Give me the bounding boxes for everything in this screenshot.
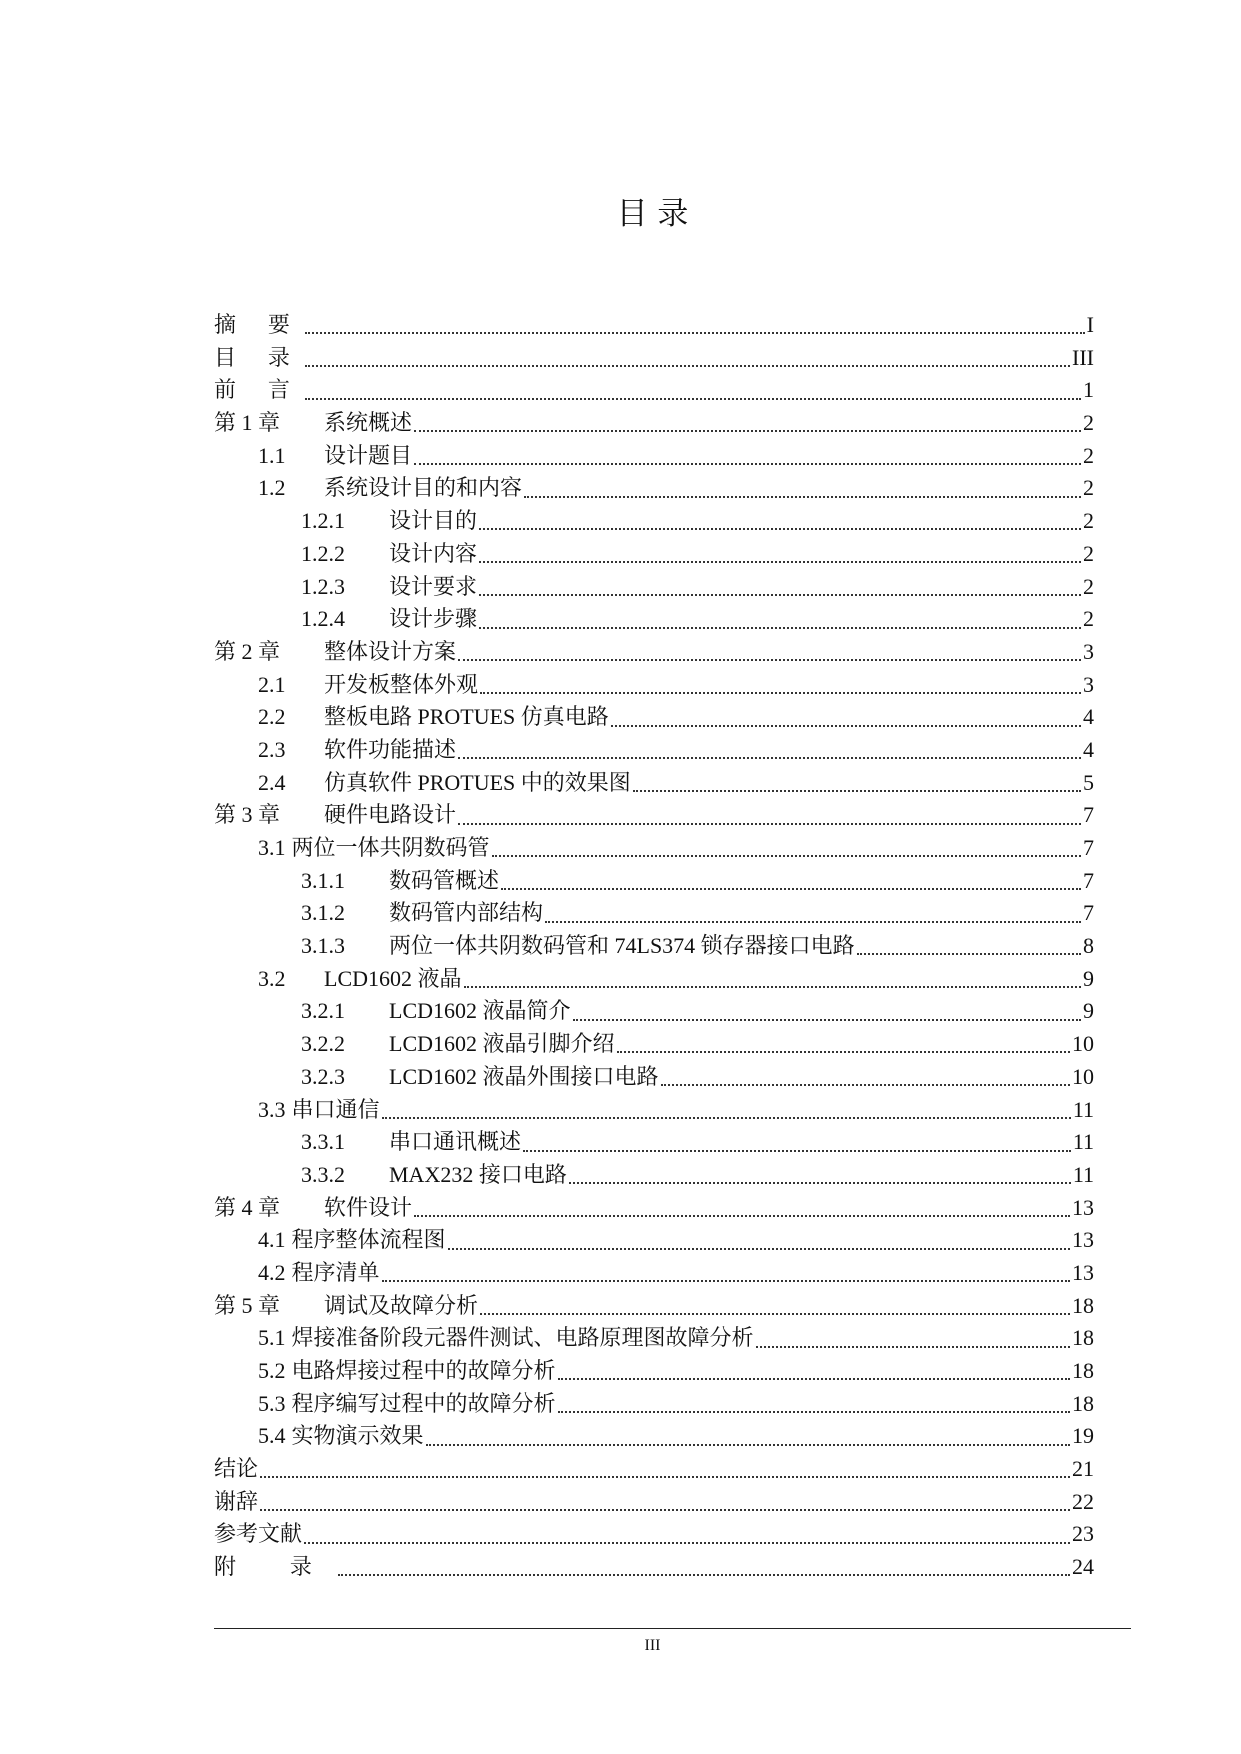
toc-entry-number: 1.2.3: [301, 573, 345, 599]
table-of-contents: [214, 309, 1094, 1584]
toc-entry-number: 5.1: [258, 1325, 286, 1351]
toc-entry-number: 4.1: [258, 1227, 286, 1253]
toc-entry-label: 数码管内部结构: [389, 900, 544, 926]
toc-entry-label: 软件功能描述: [324, 736, 457, 762]
toc-entry-page: 7: [1083, 802, 1094, 828]
toc-entry-page: 13: [1072, 1227, 1094, 1253]
toc-entry-label: 结论: [214, 1456, 259, 1482]
toc-entry-page: 2: [1083, 540, 1094, 566]
toc-entry-number: 3.3.1: [301, 1129, 345, 1155]
toc-dot-leader: [464, 986, 1081, 988]
toc-entry-page: 9: [1083, 998, 1094, 1024]
toc-entry-number: 3.1.3: [301, 933, 345, 959]
toc-entry[interactable]: [214, 1551, 1094, 1584]
toc-entry-number: 3.3: [258, 1096, 286, 1122]
toc-entry-number: 5.4: [258, 1423, 286, 1449]
toc-entry-number: 2.3: [258, 736, 286, 762]
toc-entry-label: LCD1602 液晶简介: [389, 998, 571, 1024]
toc-entry-page: 2: [1083, 573, 1094, 599]
toc-entry-label: 参考文献: [214, 1521, 303, 1547]
toc-entry-label: 设计要求: [389, 573, 478, 599]
toc-entry-number: 2.1: [258, 671, 286, 697]
toc-entry-number: 第 5 章: [214, 1292, 281, 1318]
toc-entry[interactable]: [214, 1061, 1094, 1094]
toc-entry-label: 整体设计方案: [324, 638, 457, 664]
toc-entry-page: 5: [1083, 769, 1094, 795]
toc-entry-label: 设计步骤: [389, 606, 478, 632]
toc-dot-leader: [569, 1182, 1071, 1184]
toc-entry-number: 2.4: [258, 769, 286, 795]
toc-dot-leader: [501, 888, 1081, 890]
toc-title: 目 录: [616, 196, 689, 232]
toc-entry-label: 目 录: [214, 344, 304, 370]
toc-entry[interactable]: [214, 472, 1094, 505]
toc-dot-leader: [305, 365, 1070, 367]
toc-entry[interactable]: [214, 1518, 1094, 1551]
toc-entry-label: 系统概述: [324, 410, 413, 436]
toc-entry-page: 4: [1083, 704, 1094, 730]
toc-entry[interactable]: [214, 1192, 1094, 1225]
toc-entry-number: 2.2: [258, 704, 286, 730]
toc-dot-leader: [304, 1542, 1070, 1544]
toc-dot-leader: [857, 953, 1081, 955]
toc-entry-label: 硬件电路设计: [324, 802, 457, 828]
toc-entry-page: 13: [1072, 1194, 1094, 1220]
toc-entry[interactable]: [214, 1420, 1094, 1453]
toc-entry-page: 7: [1083, 867, 1094, 893]
toc-dot-leader: [305, 332, 1085, 334]
footer-page-number: III: [644, 1637, 661, 1654]
toc-dot-leader: [338, 1574, 1070, 1576]
toc-entry-page: 7: [1083, 835, 1094, 860]
toc-entry-label: LCD1602 液晶: [324, 965, 462, 991]
toc-entry-page: 18: [1072, 1325, 1094, 1351]
toc-entry[interactable]: [214, 865, 1094, 898]
toc-entry-label: 串口通讯概述: [389, 1129, 522, 1155]
toc-entry-page: 1: [1083, 377, 1094, 403]
toc-entry[interactable]: [214, 603, 1094, 636]
toc-entry[interactable]: [214, 995, 1094, 1028]
toc-entry[interactable]: [214, 1486, 1094, 1519]
toc-entry-number: 3.2: [258, 965, 286, 991]
toc-entry[interactable]: [214, 1290, 1094, 1323]
toc-dot-leader: [458, 757, 1081, 759]
toc-dot-leader: [382, 1280, 1070, 1282]
toc-entry-page: 13: [1072, 1259, 1094, 1285]
toc-dot-leader: [458, 659, 1081, 661]
toc-dot-leader: [558, 1411, 1070, 1413]
toc-entry[interactable]: [214, 1126, 1094, 1159]
toc-entry-page: 10: [1072, 1031, 1094, 1057]
toc-dot-leader: [633, 790, 1081, 792]
toc-entry-label: 设计内容: [389, 540, 478, 566]
toc-entry-label: 整板电路 PROTUES 仿真电路: [324, 704, 609, 730]
toc-entry-label: LCD1602 液晶引脚介绍: [389, 1031, 615, 1057]
toc-entry-label: 两位一体共阴数码管和 74LS374 锁存器接口电路: [389, 933, 855, 959]
toc-entry-page: 18: [1072, 1358, 1094, 1383]
toc-entry[interactable]: [214, 799, 1094, 832]
toc-entry-page: 23: [1072, 1521, 1094, 1547]
toc-entry-page: 2: [1083, 410, 1094, 436]
toc-dot-leader: [414, 1215, 1070, 1217]
toc-entry-page: 11: [1072, 1161, 1094, 1187]
toc-entry[interactable]: [214, 734, 1094, 767]
toc-entry-page: 3: [1083, 671, 1094, 697]
toc-entry-number: 3.1.2: [301, 900, 345, 926]
toc-dot-leader: [558, 1378, 1070, 1380]
toc-entry-number: 3.3.2: [301, 1161, 345, 1187]
toc-dot-leader: [756, 1346, 1070, 1348]
toc-entry-number: 1.2.1: [301, 508, 345, 534]
toc-dot-leader: [426, 1444, 1070, 1446]
toc-entry[interactable]: [214, 963, 1094, 996]
toc-entry-label: 程序编写过程中的故障分析: [291, 1390, 556, 1416]
toc-entry-label: 实物演示效果: [291, 1423, 424, 1449]
toc-dot-leader: [545, 921, 1081, 923]
toc-entry-number: 第 1 章: [214, 410, 281, 436]
toc-entry[interactable]: [214, 669, 1094, 702]
toc-dot-leader: [573, 1019, 1081, 1021]
toc-entry-page: 2: [1083, 606, 1094, 632]
toc-entry-page: 24: [1072, 1554, 1094, 1580]
toc-entry-number: 3.1: [258, 835, 286, 860]
toc-dot-leader: [479, 627, 1081, 629]
toc-entry-page: 4: [1083, 736, 1094, 762]
toc-entry[interactable]: [214, 505, 1094, 538]
toc-entry-label: 附 录: [214, 1554, 337, 1580]
toc-entry-page: 9: [1083, 965, 1094, 991]
toc-dot-leader: [260, 1476, 1070, 1478]
toc-dot-leader: [523, 1150, 1071, 1152]
toc-entry-page: 2: [1083, 442, 1094, 468]
toc-entry[interactable]: [214, 930, 1094, 963]
toc-entry[interactable]: [214, 571, 1094, 604]
toc-entry[interactable]: [214, 1257, 1094, 1290]
toc-entry-number: 第 4 章: [214, 1194, 281, 1220]
toc-entry-label: 设计目的: [389, 508, 478, 534]
toc-entry-label: 数码管概述: [389, 867, 500, 893]
toc-entry-label: 串口通信: [291, 1096, 380, 1122]
toc-entry-number: 1.2: [258, 475, 286, 501]
toc-entry-label: LCD1602 液晶外围接口电路: [389, 1063, 659, 1089]
toc-entry-number: 4.2: [258, 1259, 286, 1285]
toc-entry-number: 1.2.4: [301, 606, 345, 632]
toc-entry-label: 系统设计目的和内容: [324, 475, 523, 501]
toc-entry-number: 第 3 章: [214, 802, 281, 828]
toc-entry[interactable]: [214, 1388, 1094, 1421]
toc-dot-leader: [492, 855, 1081, 857]
toc-dot-leader: [382, 1117, 1071, 1119]
toc-entry-number: 3.2.2: [301, 1031, 345, 1057]
toc-dot-leader: [458, 823, 1081, 825]
toc-entry-label: 开发板整体外观: [324, 671, 479, 697]
toc-dot-leader: [480, 1313, 1070, 1315]
toc-entry-label: 谢辞: [214, 1488, 259, 1514]
toc-dot-leader: [479, 594, 1081, 596]
toc-entry-page: 11: [1072, 1129, 1094, 1155]
toc-entry-label: 程序清单: [291, 1259, 380, 1285]
toc-entry-label: 仿真软件 PROTUES 中的效果图: [324, 769, 631, 795]
toc-dot-leader: [448, 1248, 1070, 1250]
toc-entry-page: 19: [1072, 1423, 1094, 1449]
toc-entry-page: 21: [1072, 1456, 1094, 1482]
toc-dot-leader: [305, 398, 1081, 400]
toc-dot-leader: [414, 430, 1081, 432]
toc-entry[interactable]: [214, 701, 1094, 734]
toc-entry-number: 1.1: [258, 442, 286, 468]
toc-dot-leader: [480, 692, 1081, 694]
toc-entry-page: III: [1072, 344, 1094, 370]
toc-entry[interactable]: [214, 767, 1094, 800]
toc-dot-leader: [479, 561, 1081, 563]
toc-entry-label: MAX232 接口电路: [389, 1161, 567, 1187]
toc-entry-label: 焊接准备阶段元器件测试、电路原理图故障分析: [291, 1325, 754, 1351]
toc-dot-leader: [617, 1051, 1070, 1053]
toc-dot-leader: [260, 1509, 1070, 1511]
toc-entry-page: I: [1086, 312, 1094, 337]
toc-entry[interactable]: [214, 538, 1094, 571]
toc-entry[interactable]: [214, 374, 1094, 407]
toc-entry-number: 5.3: [258, 1390, 286, 1416]
toc-entry-label: 调试及故障分析: [324, 1292, 479, 1318]
toc-entry-page: 18: [1072, 1390, 1094, 1416]
toc-dot-leader: [479, 528, 1081, 530]
toc-entry[interactable]: [214, 440, 1094, 473]
toc-entry-number: 第 2 章: [214, 638, 281, 664]
toc-entry[interactable]: [214, 1159, 1094, 1192]
toc-entry-number: 3.2.3: [301, 1063, 345, 1089]
toc-entry-page: 7: [1083, 900, 1094, 926]
toc-entry[interactable]: [214, 407, 1094, 440]
toc-entry[interactable]: [214, 1094, 1094, 1127]
toc-entry[interactable]: [214, 832, 1094, 865]
toc-dot-leader: [611, 725, 1081, 727]
toc-entry-page: 3: [1083, 638, 1094, 664]
toc-entry[interactable]: [214, 1224, 1094, 1257]
toc-entry-number: 1.2.2: [301, 540, 345, 566]
toc-entry-label: 两位一体共阴数码管: [291, 835, 490, 860]
toc-entry-label: 程序整体流程图: [291, 1227, 446, 1253]
toc-entry[interactable]: [214, 1322, 1094, 1355]
toc-entry-number: 5.2: [258, 1358, 286, 1383]
toc-entry-page: 2: [1083, 475, 1094, 501]
toc-entry[interactable]: [214, 1453, 1094, 1486]
toc-entry-page: 22: [1072, 1488, 1094, 1514]
toc-entry[interactable]: [214, 342, 1094, 375]
toc-dot-leader: [414, 463, 1081, 465]
toc-entry[interactable]: [214, 1355, 1094, 1388]
toc-dot-leader: [661, 1084, 1070, 1086]
toc-entry-label: 前 言: [214, 377, 304, 403]
toc-entry[interactable]: [214, 897, 1094, 930]
toc-entry-page: 11: [1072, 1096, 1094, 1122]
toc-entry-label: 软件设计: [324, 1194, 413, 1220]
toc-entry-label: 设计题目: [324, 442, 413, 468]
toc-entry-page: 2: [1083, 508, 1094, 534]
toc-entry[interactable]: [214, 636, 1094, 669]
footer-divider: [214, 1628, 1131, 1629]
toc-entry-number: 3.2.1: [301, 998, 345, 1024]
toc-entry-label: 摘 要: [214, 312, 304, 337]
toc-entry-page: 10: [1072, 1063, 1094, 1089]
toc-entry[interactable]: [214, 1028, 1094, 1061]
toc-entry-label: 电路焊接过程中的故障分析: [291, 1358, 556, 1383]
toc-dot-leader: [524, 496, 1081, 498]
toc-entry-page: 8: [1083, 933, 1094, 959]
toc-entry[interactable]: [214, 309, 1094, 342]
toc-entry-page: 18: [1072, 1292, 1094, 1318]
toc-entry-number: 3.1.1: [301, 867, 345, 893]
